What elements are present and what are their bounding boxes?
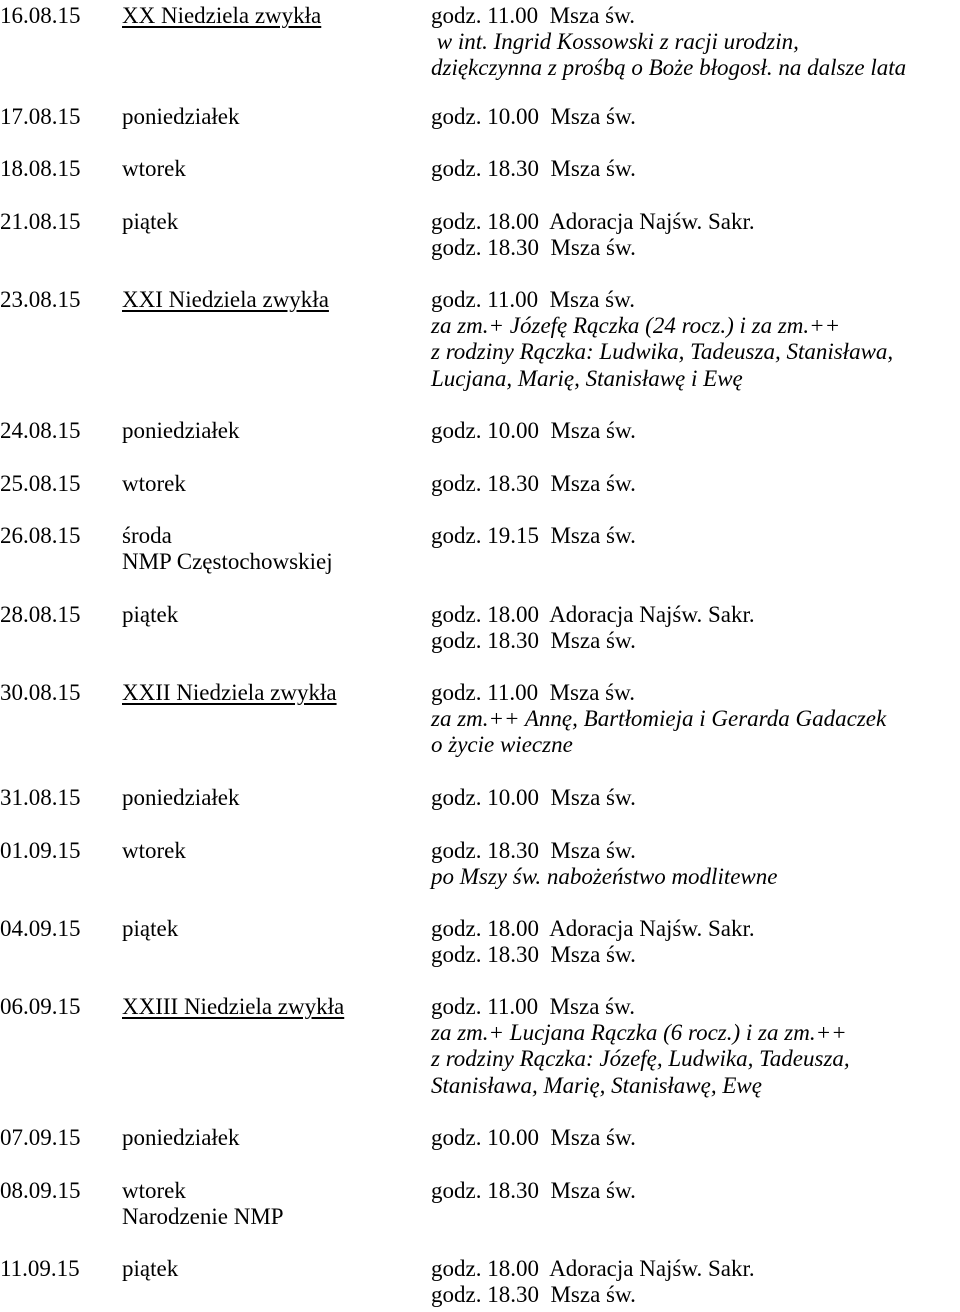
entry-date: 23.08.15 [0, 287, 81, 312]
entry-date: 26.08.15 [0, 523, 81, 548]
entry-date: 30.08.15 [0, 680, 81, 705]
mass-time: godz. 18.30 Msza św. [431, 628, 636, 654]
entry-day: wtorek [122, 1178, 186, 1203]
mass-intention: o życie wieczne [431, 732, 573, 758]
mass-time: godz. 18.00 Adoracja Najśw. Sakr. [431, 916, 755, 941]
entry-date: 31.08.15 [0, 785, 81, 810]
entry-day: środa [122, 523, 172, 548]
entry-date: 06.09.15 [0, 994, 81, 1019]
entry-day: XX Niedziela zwykła [122, 3, 322, 28]
mass-intention: za zm.+ Lucjana Rączka (6 rocz.) i za zm.++ [431, 1020, 847, 1046]
entry-feast: Narodzenie NMP [122, 1204, 284, 1230]
mass-intention: po Mszy św. nabożeństwo modlitewne [431, 864, 778, 890]
mass-time: godz. 18.30 Msza św. [431, 156, 636, 181]
entry-day: wtorek [122, 156, 186, 181]
mass-intention: w int. Ingrid Kossowski z racji urodzin, [431, 29, 799, 55]
mass-time: godz. 18.30 Msza św. [431, 1282, 636, 1308]
entry-day: piątek [122, 602, 179, 627]
mass-time: godz. 10.00 Msza św. [431, 1125, 636, 1150]
entry-date: 07.09.15 [0, 1125, 81, 1150]
mass-time: godz. 18.30 Msza św. [431, 1178, 636, 1203]
entry-date: 24.08.15 [0, 418, 81, 443]
mass-time: godz. 10.00 Msza św. [431, 418, 636, 443]
mass-time: godz. 11.00 Msza św. [431, 680, 635, 705]
mass-intention: z rodziny Rączka: Józefę, Ludwika, Tadeusza, [431, 1046, 850, 1072]
entry-day: piątek [122, 916, 179, 941]
mass-intention: Stanisława, Marię, Stanisławę, Ewę [431, 1072, 762, 1098]
mass-time: godz. 10.00 Msza św. [431, 785, 636, 810]
mass-time: godz. 11.00 Msza św. [431, 3, 635, 28]
mass-time: godz. 19.15 Msza św. [431, 523, 636, 548]
entry-day: XXI Niedziela zwykła [122, 287, 329, 312]
entry-day: piątek [122, 209, 179, 234]
mass-time: godz. 18.30 Msza św. [431, 942, 636, 968]
entry-day: wtorek [122, 471, 186, 496]
entry-date: 16.08.15 [0, 3, 81, 28]
mass-time: godz. 18.30 Msza św. [431, 471, 636, 496]
mass-time: godz. 11.00 Msza św. [431, 994, 635, 1019]
mass-intention: Lucjana, Marię, Stanisławę i Ewę [431, 365, 743, 391]
entry-date: 01.09.15 [0, 838, 81, 863]
mass-time: godz. 18.00 Adoracja Najśw. Sakr. [431, 602, 755, 627]
mass-time: godz. 18.00 Adoracja Najśw. Sakr. [431, 209, 755, 234]
mass-time: godz. 18.30 Msza św. [431, 235, 636, 261]
mass-intention: z rodziny Rączka: Ludwika, Tadeusza, Stanisława, [431, 339, 894, 365]
mass-intention: za zm.+ Józefę Rączka (24 rocz.) i za zm.++ [431, 313, 841, 339]
entry-day: poniedziałek [122, 785, 240, 810]
mass-time: godz. 11.00 Msza św. [431, 287, 635, 312]
entry-day: poniedziałek [122, 418, 240, 443]
mass-intention: za zm.++ Annę, Bartłomieja i Gerarda Gadaczek [431, 706, 887, 732]
entry-day: poniedziałek [122, 104, 240, 129]
entry-date: 28.08.15 [0, 602, 81, 627]
mass-intention: dziękczynna z prośbą o Boże błogosł. na dalsze lata [431, 55, 907, 81]
mass-time: godz. 18.00 Adoracja Najśw. Sakr. [431, 1256, 755, 1281]
mass-time: godz. 10.00 Msza św. [431, 104, 636, 129]
entry-date: 18.08.15 [0, 156, 81, 181]
entry-day: poniedziałek [122, 1125, 240, 1150]
entry-day: XXII Niedziela zwykła [122, 680, 337, 705]
entry-date: 25.08.15 [0, 471, 81, 496]
entry-date: 11.09.15 [0, 1256, 80, 1281]
entry-date: 08.09.15 [0, 1178, 81, 1203]
entry-date: 21.08.15 [0, 209, 81, 234]
entry-feast: NMP Częstochowskiej [122, 549, 333, 575]
mass-time: godz. 18.30 Msza św. [431, 838, 636, 863]
entry-day: XXIII Niedziela zwykła [122, 994, 345, 1019]
entry-day: piątek [122, 1256, 179, 1281]
entry-day: wtorek [122, 838, 186, 863]
entry-date: 17.08.15 [0, 104, 81, 129]
entry-date: 04.09.15 [0, 916, 81, 941]
